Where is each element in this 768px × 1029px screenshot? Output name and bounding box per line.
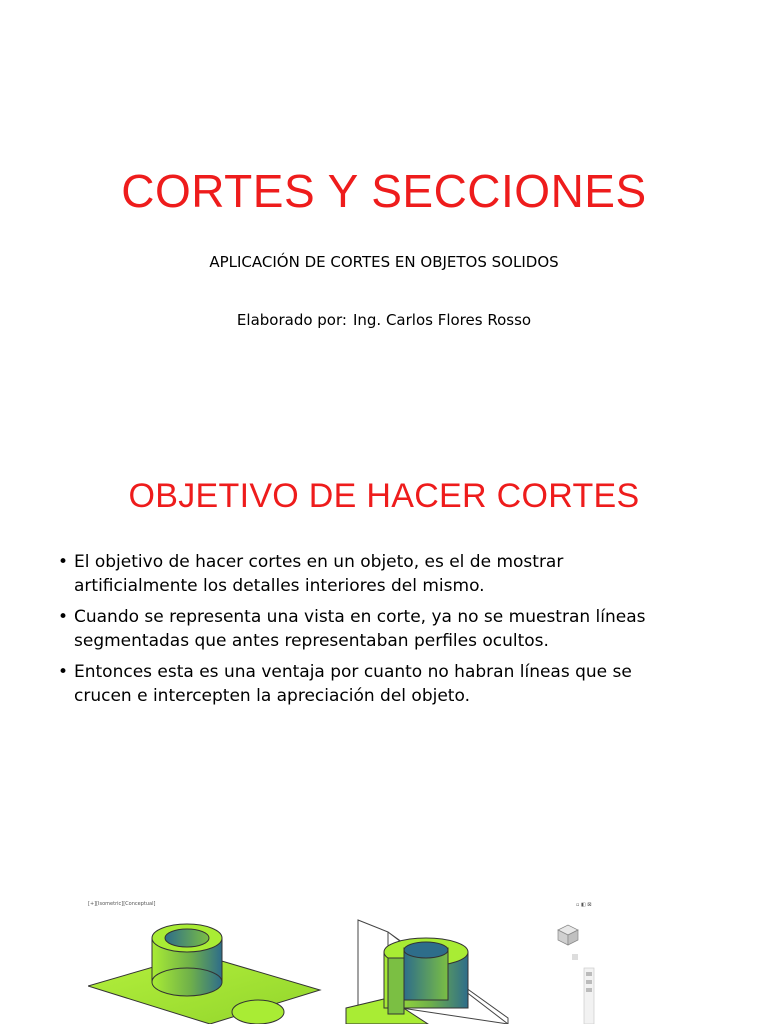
bullet-icon: • <box>58 552 69 572</box>
viewcube-icon[interactable] <box>558 925 578 945</box>
bullet-item <box>58 550 708 598</box>
author-name: Ing. Carlos Flores Rosso <box>352 311 532 329</box>
solid-block-left <box>88 924 320 1024</box>
bullet-text-line: segmentadas que antes representaban perfiles ocultos. <box>74 631 549 651</box>
solid-section-right <box>346 938 468 1024</box>
bullet-text-line: artificialmente los detalles interiores del mismo. <box>74 576 485 596</box>
viewport-label[interactable]: [+][Isometric][Conceptual] <box>88 901 156 907</box>
bullet-icon: • <box>58 607 69 627</box>
cad-viewport <box>88 898 604 1024</box>
slide-title: CORTES Y SECCIONES <box>121 165 647 217</box>
navigation-bar[interactable] <box>584 968 594 1024</box>
slide-subtitle: APLICACIÓN DE CORTES EN OBJETOS SOLIDOS <box>209 253 559 271</box>
title-slide <box>0 0 768 430</box>
author-line <box>0 311 768 329</box>
bullet-text-line: El objetivo de hacer cortes en un objeto, es el de mostrar <box>74 552 564 572</box>
objective-title: OBJETIVO DE HACER CORTES <box>128 477 640 515</box>
bullet-icon: • <box>58 662 69 682</box>
cad-illustration <box>88 898 604 1024</box>
bullet-text-line: Entonces esta es una ventaja por cuanto no habran líneas que se <box>74 662 632 682</box>
bullet-text-line: Cuando se representa una vista en corte, ya no se muestran líneas <box>74 607 646 627</box>
author-label: Elaborado por: <box>236 311 347 329</box>
wcs-icon[interactable] <box>572 954 578 960</box>
bullet-item <box>58 660 708 708</box>
bullet-list <box>58 550 708 715</box>
bullet-item <box>58 605 708 653</box>
viewport-controls[interactable]: ▫ ◧ ⊠ <box>576 902 592 908</box>
bullet-text-line: crucen e intercepten la apreciación del objeto. <box>74 686 470 706</box>
